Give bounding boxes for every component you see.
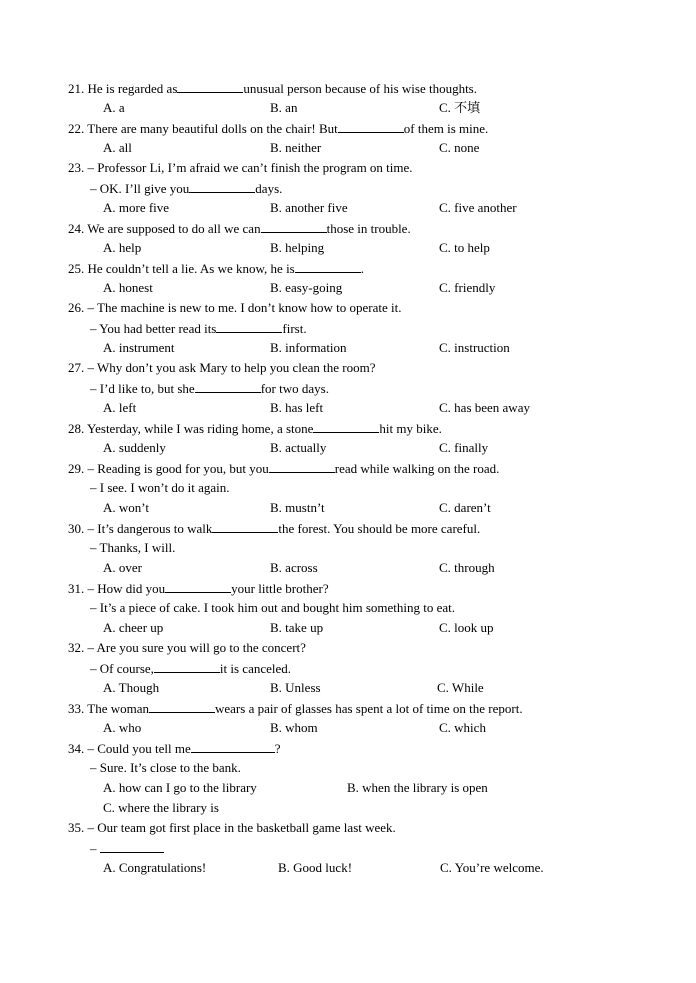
option-a[interactable]: A. honest: [103, 280, 153, 295]
option-b[interactable]: B. actually: [270, 440, 327, 455]
answer-blank[interactable]: [216, 320, 282, 333]
question-text: – Could you tell me: [87, 741, 191, 756]
question-24: [68, 220, 411, 237]
question-number: 24.: [68, 221, 85, 236]
reply-line: [90, 320, 307, 337]
question-text: – Are you sure you will go to the concert?: [87, 640, 306, 655]
question-text: There are many beautiful dolls on the chair! But: [87, 121, 338, 136]
option-a[interactable]: A. all: [103, 140, 132, 155]
reply-text: – OK. I’ll give you: [90, 181, 190, 196]
question-30: [68, 520, 480, 537]
option-c[interactable]: C. 不填: [439, 100, 481, 115]
option-a[interactable]: A. over: [103, 560, 142, 575]
question-number: 28.: [68, 421, 85, 436]
question-32: [68, 640, 306, 656]
reply-text: first.: [282, 321, 307, 336]
option-b[interactable]: B. take up: [270, 620, 324, 635]
option-c[interactable]: C. friendly: [439, 280, 496, 295]
question-number: 30.: [68, 521, 85, 536]
question-number: 33.: [68, 701, 85, 716]
answer-blank[interactable]: [269, 460, 335, 473]
question-number: 35.: [68, 820, 85, 835]
option-b[interactable]: B. Unless: [270, 680, 321, 695]
question-number: 31.: [68, 581, 85, 596]
option-a[interactable]: A. help: [103, 240, 142, 255]
option-b[interactable]: B. whom: [270, 720, 318, 735]
option-b[interactable]: B. Good luck!: [278, 860, 353, 875]
question-text: wears a pair of glasses has spent a lot of time on the report.: [215, 701, 523, 716]
option-c[interactable]: C. instruction: [439, 340, 510, 355]
option-b[interactable]: B. another five: [270, 200, 348, 215]
reply-text: – You had better read its: [90, 321, 217, 336]
option-c[interactable]: C. look up: [439, 620, 494, 635]
question-26: [68, 300, 401, 316]
option-c[interactable]: C. daren’t: [439, 500, 491, 515]
question-text: The woman: [87, 701, 149, 716]
question-text: the forest. You should be more careful.: [278, 521, 481, 536]
option-c[interactable]: C. none: [439, 140, 480, 155]
option-b[interactable]: B. when the library is open: [347, 780, 488, 795]
answer-blank[interactable]: [313, 420, 379, 433]
question-text: .: [360, 261, 364, 276]
answer-blank[interactable]: [295, 260, 361, 273]
reply-text: days.: [255, 181, 283, 196]
answer-blank[interactable]: [154, 660, 220, 673]
option-c[interactable]: C. where the library is: [103, 800, 219, 815]
option-b[interactable]: B. helping: [270, 240, 325, 255]
question-number: 22.: [68, 121, 85, 136]
answer-blank[interactable]: [338, 120, 404, 133]
option-b[interactable]: B. neither: [270, 140, 322, 155]
question-text: hit my bike.: [379, 421, 442, 436]
question-text: your little brother?: [231, 581, 329, 596]
option-a[interactable]: A. left: [103, 400, 137, 415]
question-text: ?: [274, 741, 281, 756]
answer-blank[interactable]: [100, 840, 164, 853]
answer-blank[interactable]: [191, 740, 275, 753]
question-28: [68, 420, 442, 437]
option-a[interactable]: A. how can I go to the library: [103, 780, 257, 795]
question-34: [68, 740, 281, 757]
question-23: [68, 160, 413, 176]
answer-blank[interactable]: [165, 580, 231, 593]
reply-text: for two days.: [260, 381, 329, 396]
reply-line: [90, 380, 329, 397]
question-number: 26.: [68, 300, 85, 315]
question-text: – Our team got first place in the basketball game last week.: [87, 820, 396, 835]
question-text: of them is mine.: [403, 121, 489, 136]
reply-line: – I see. I won’t do it again.: [90, 480, 230, 495]
option-a[interactable]: A. instrument: [103, 340, 175, 355]
answer-blank[interactable]: [177, 80, 243, 93]
answer-blank[interactable]: [195, 380, 261, 393]
reply-line: [90, 840, 164, 857]
question-text: – Why don’t you ask Mary to help you clean the room?: [87, 360, 376, 375]
question-text: – The machine is new to me. I don’t know how to operate it.: [87, 300, 402, 315]
question-text: – It’s dangerous to walk: [87, 521, 213, 536]
question-text: read while walking on the road.: [334, 461, 500, 476]
question-number: 29.: [68, 461, 85, 476]
question-number: 25.: [68, 261, 85, 276]
option-c[interactable]: C. which: [439, 720, 486, 735]
option-a[interactable]: A. won’t: [103, 500, 149, 515]
question-22: [68, 120, 488, 137]
answer-blank[interactable]: [212, 520, 278, 533]
question-text: – How did you: [87, 581, 166, 596]
option-b[interactable]: B. mustn’t: [270, 500, 325, 515]
option-c[interactable]: C. finally: [439, 440, 489, 455]
reply-text: – Of course,: [90, 661, 154, 676]
question-25: [68, 260, 364, 277]
reply-line: – Thanks, I will.: [90, 540, 176, 555]
question-text: those in trouble.: [326, 221, 411, 236]
option-a[interactable]: A. more five: [103, 200, 170, 215]
reply-line: – It’s a piece of cake. I took him out and bought him something to eat.: [90, 600, 456, 615]
question-29: [68, 460, 499, 477]
question-27: [68, 360, 376, 376]
option-c[interactable]: C. has been away: [439, 400, 530, 415]
option-a[interactable]: A. a: [103, 100, 125, 115]
question-number: 23.: [68, 160, 85, 175]
question-number: 21.: [68, 81, 85, 96]
option-a[interactable]: A. cheer up: [103, 620, 164, 635]
question-number: 32.: [68, 640, 85, 655]
option-a[interactable]: A. Though: [103, 680, 160, 695]
option-a[interactable]: A. who: [103, 720, 142, 735]
question-31: [68, 580, 329, 597]
answer-blank[interactable]: [149, 700, 215, 713]
option-b[interactable]: B. information: [270, 340, 347, 355]
option-b[interactable]: B. across: [270, 560, 318, 575]
reply-line: – Sure. It’s close to the bank.: [90, 760, 241, 775]
reply-line: [90, 180, 282, 197]
option-b[interactable]: B. an: [270, 100, 298, 115]
answer-blank[interactable]: [189, 180, 255, 193]
reply-text: it is canceled.: [219, 661, 292, 676]
question-text: Yesterday, while I was riding home, a stone: [87, 421, 314, 436]
question-text: unusual person because of his wise thoughts.: [243, 81, 477, 96]
option-b[interactable]: B. has left: [270, 400, 324, 415]
option-a[interactable]: A. Congratulations!: [103, 860, 207, 875]
answer-blank[interactable]: [261, 220, 327, 233]
question-35: [68, 820, 396, 836]
question-text: We are supposed to do all we can: [87, 221, 261, 236]
reply-text: –: [90, 841, 97, 856]
question-21: [68, 80, 477, 97]
question-number: 34.: [68, 741, 85, 756]
question-text: He is regarded as: [87, 81, 178, 96]
option-a[interactable]: A. suddenly: [103, 440, 166, 455]
option-c[interactable]: C. to help: [439, 240, 490, 255]
reply-text: – I’d like to, but she: [90, 381, 195, 396]
option-b[interactable]: B. easy-going: [270, 280, 343, 295]
option-c[interactable]: C. While: [437, 680, 484, 695]
option-c[interactable]: C. through: [439, 560, 495, 575]
question-text: He couldn’t tell a lie. As we know, he is: [87, 261, 295, 276]
option-c[interactable]: C. You’re welcome.: [440, 860, 544, 875]
question-text: – Professor Li, I’m afraid we can’t finish the program on time.: [87, 160, 413, 175]
question-33: [68, 700, 523, 717]
question-text: – Reading is good for you, but you: [87, 461, 269, 476]
question-number: 27.: [68, 360, 85, 375]
reply-line: [90, 660, 291, 677]
option-c[interactable]: C. five another: [439, 200, 517, 215]
